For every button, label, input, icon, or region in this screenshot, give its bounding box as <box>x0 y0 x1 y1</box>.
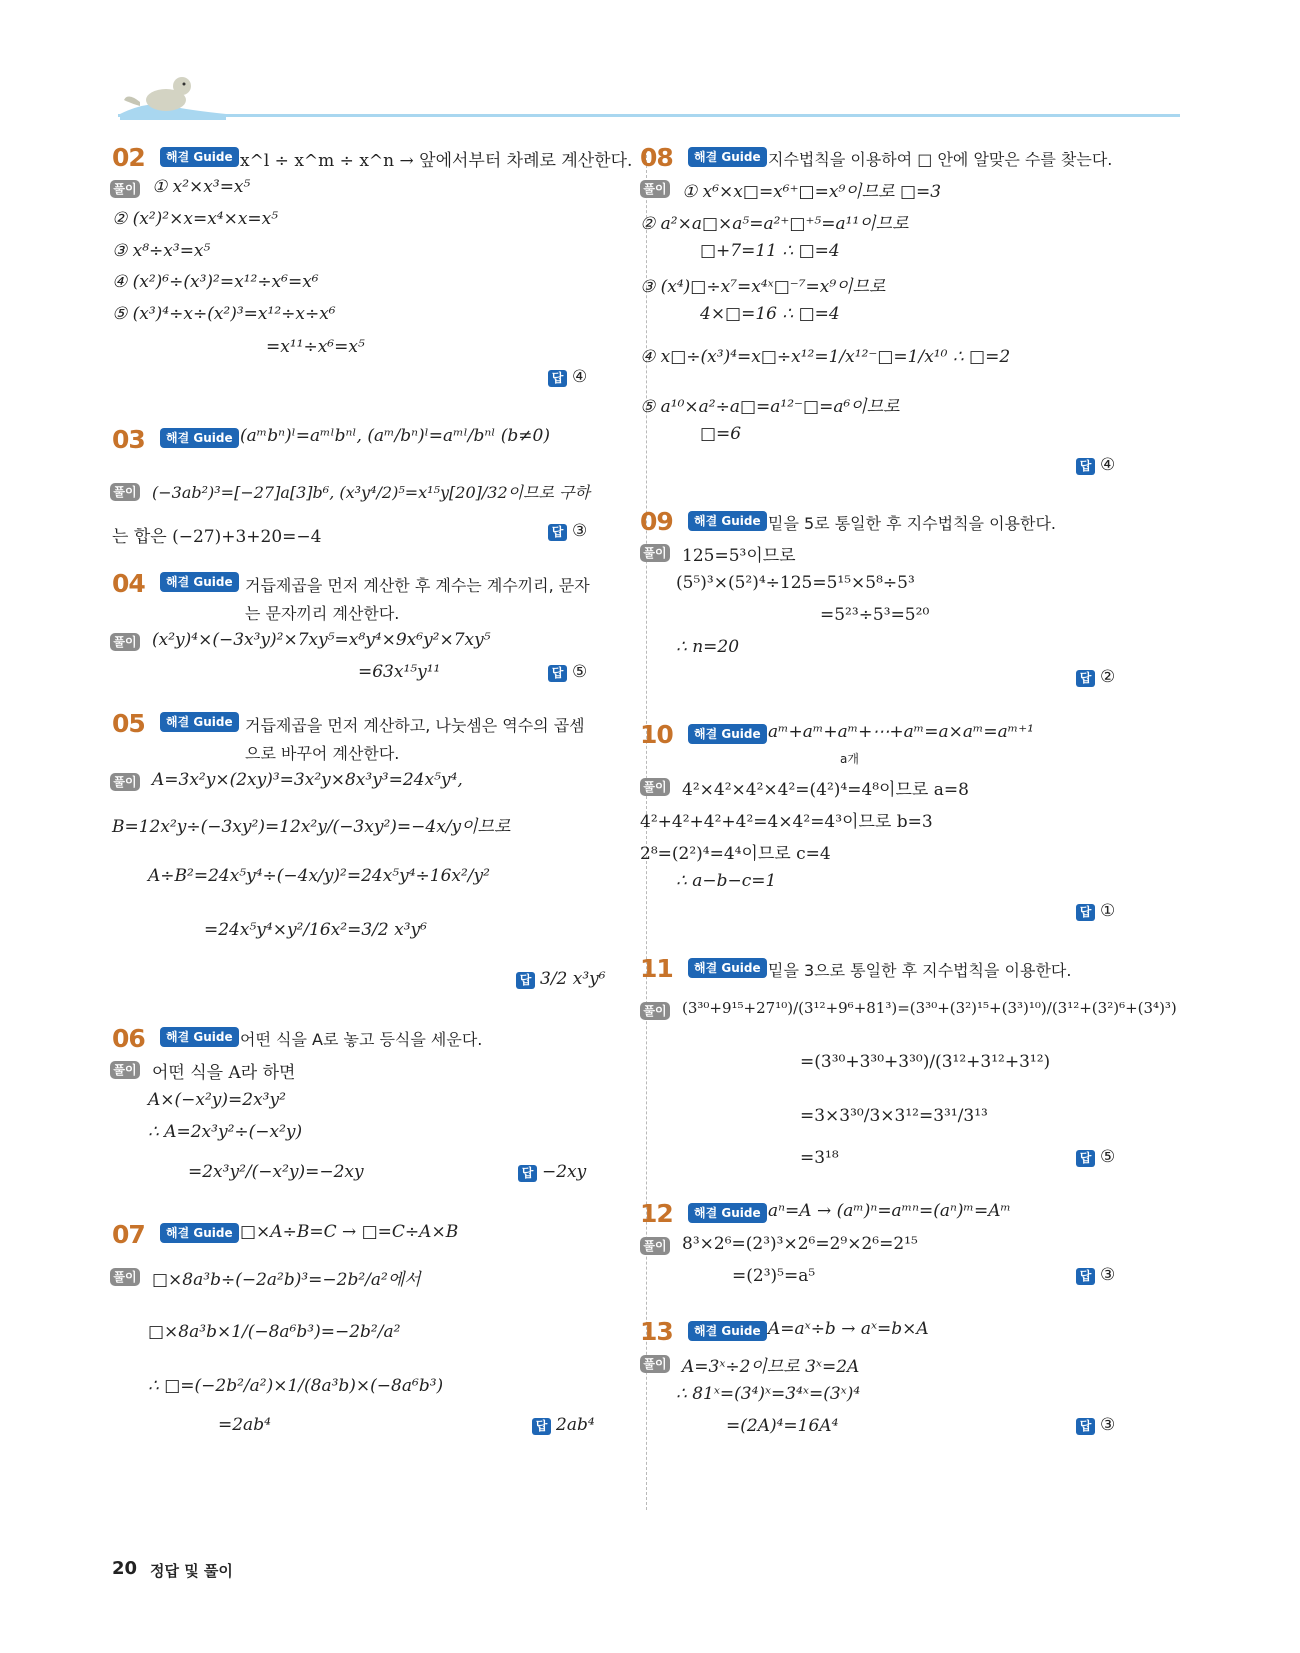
guide-text: aⁿ=A → (aᵐ)ⁿ=aᵐⁿ=(aⁿ)ᵐ=Aᵐ <box>768 1201 1011 1221</box>
answer-badge: 답 <box>548 665 567 682</box>
answer-value: ③ <box>1100 1415 1116 1435</box>
guide-badge: 해결 Guide <box>160 1027 239 1047</box>
answer-value: ④ <box>572 367 588 387</box>
guide-badge: 해결 Guide <box>160 572 239 592</box>
answer-badge: 답 <box>1076 1268 1095 1285</box>
answer-badge: 답 <box>548 524 567 541</box>
solution-line: □×8a³b÷(−2a²b)³=−2b²/a²에서 <box>152 1270 421 1290</box>
solution-line: ④ x□÷(x³)⁴=x□÷x¹²=1/x¹²⁻□=1/x¹⁰ ∴ □=2 <box>640 347 1011 367</box>
solution-line: =x¹¹÷x⁶=x⁵ <box>266 337 365 357</box>
solution-line: A÷B²=24x⁵y⁴÷(−4x/y)²=24x⁵y⁴÷16x²/y² <box>148 866 490 886</box>
guide-badge: 해결 Guide <box>688 724 767 744</box>
answer-badge: 답 <box>1076 670 1095 687</box>
solution-badge: 풀이 <box>640 544 670 562</box>
solution-line: =2x³y²/(−x²y)=−2xy <box>188 1162 364 1182</box>
solution-badge: 풀이 <box>110 773 140 791</box>
solution-line: A=3x²y×(2xy)³=3x²y×8x³y³=24x⁵y⁴, <box>152 770 463 790</box>
guide-text: 거듭제곱을 먼저 계산한 후 계수는 계수끼리, 문자는 문자끼리 계산한다. <box>245 576 590 623</box>
solution-badge: 풀이 <box>640 1002 670 1020</box>
guide-text: 지수법칙을 이용하여 □ 안에 알맞은 수를 찾는다. <box>768 150 1113 169</box>
guide-badge: 해결 Guide <box>688 958 767 978</box>
solution-badge: 풀이 <box>110 180 140 198</box>
solution-badge: 풀이 <box>110 483 140 501</box>
solution-line: =3×3³⁰/3×3¹²=3³¹/3¹³ <box>800 1106 988 1126</box>
page-number: 20 <box>112 1558 138 1579</box>
answer-value: 2ab⁴ <box>556 1415 595 1435</box>
solution-line: (3³⁰+9¹⁵+27¹⁰)/(3¹²+9⁶+81³)=(3³⁰+(3²)¹⁵+(3³)¹⁰)/(3¹²+(3²)⁶+(3⁴)³) <box>682 999 1177 1017</box>
answer-value: ⑤ <box>572 662 588 682</box>
problem-number: 12 <box>640 1199 673 1228</box>
solution-badge: 풀이 <box>110 1061 140 1079</box>
guide-badge: 해결 Guide <box>688 1321 767 1341</box>
answer-badge: 답 <box>1076 1150 1095 1167</box>
solution-line: 4×□=16 ∴ □=4 <box>700 304 840 324</box>
solution-badge: 풀이 <box>110 633 140 651</box>
footer-section-title: 정답 및 풀이 <box>150 1562 233 1580</box>
guide-text: x^l ÷ x^m ÷ x^n → 앞에서부터 차례로 계산한다. <box>240 151 633 171</box>
solution-line: =24x⁵y⁴×y²/16x²=3/2 x³y⁶ <box>204 920 427 940</box>
solution-line: ① x²×x³=x⁵ <box>152 177 251 197</box>
answer-value: ④ <box>1100 455 1116 475</box>
problem-number: 08 <box>640 143 673 172</box>
answer-value: ⑤ <box>1100 1147 1116 1167</box>
seal-mascot-icon <box>118 70 228 120</box>
answer-badge: 답 <box>548 370 567 387</box>
solution-line: (−3ab²)³=[−27]a[3]b⁶, (x³y⁴/2)⁵=x¹⁵y[20]/32이므로 구하 <box>152 483 590 502</box>
header-rule <box>118 114 1180 117</box>
solution-line: =5²³÷5³=5²⁰ <box>820 605 930 625</box>
solution-line: (x²y)⁴×(−3x³y)²×7xy⁵=x⁸y⁴×9x⁶y²×7xy⁵ <box>152 630 491 650</box>
guide-badge: 해결 Guide <box>688 147 767 167</box>
solution-line: ⑤ a¹⁰×a²÷a□=a¹²⁻□=a⁶이므로 <box>640 397 900 417</box>
guide-badge: 해결 Guide <box>688 1203 767 1223</box>
solution-line: 는 합은 (−27)+3+20=−4 <box>112 527 322 547</box>
solution-line: ∴ A=2x³y²÷(−x²y) <box>148 1122 303 1142</box>
guide-brace-label: a개 <box>840 752 859 766</box>
solution-line: □×8a³b×1/(−8a⁶b³)=−2b²/a² <box>148 1322 401 1342</box>
solution-line: □+7=11 ∴ □=4 <box>700 241 840 261</box>
guide-text: 어떤 식을 A로 놓고 등식을 세운다. <box>240 1030 483 1049</box>
solution-badge: 풀이 <box>640 180 670 198</box>
answer-badge: 답 <box>518 1165 537 1182</box>
solution-line: A×(−x²y)=2x³y² <box>148 1090 286 1110</box>
problem-number: 10 <box>640 720 673 749</box>
guide-badge: 해결 Guide <box>160 147 239 167</box>
solution-line: ④ (x²)⁶÷(x³)²=x¹²÷x⁶=x⁶ <box>112 272 319 292</box>
solution-line: =(2³)⁵=a⁵ <box>732 1266 816 1286</box>
problem-number: 11 <box>640 954 673 983</box>
answer-badge: 답 <box>1076 1418 1095 1435</box>
answer-badge: 답 <box>516 972 535 989</box>
solution-line: 125=5³이므로 <box>682 546 796 566</box>
problem-number: 09 <box>640 507 673 536</box>
problem-number: 02 <box>112 143 145 172</box>
guide-text: aᵐ+aᵐ+aᵐ+⋯+aᵐ=a×aᵐ=aᵐ⁺¹ <box>768 722 1034 742</box>
answer-badge: 답 <box>532 1418 551 1435</box>
answer-value: ① <box>1100 901 1116 921</box>
solution-line: ∴ □=(−2b²/a²)×1/(8a³b)×(−8a⁶b³) <box>148 1376 444 1396</box>
solution-line: 2⁸=(2²)⁴=4⁴이므로 c=4 <box>640 844 831 864</box>
solution-line: ① x⁶×x□=x⁶⁺□=x⁹이므로 □=3 <box>682 182 942 202</box>
solution-badge: 풀이 <box>110 1268 140 1286</box>
solution-line: ③ (x⁴)□÷x⁷=x⁴ˣ□⁻⁷=x⁹이므로 <box>640 277 886 297</box>
answer-value: ② <box>1100 667 1116 687</box>
problem-number: 03 <box>112 425 145 454</box>
guide-text: 밑을 5로 통일한 후 지수법칙을 이용한다. <box>768 514 1056 533</box>
solution-line: 4²+4²+4²+4²=4×4²=4³이므로 b=3 <box>640 812 933 832</box>
solution-line: B=12x²y÷(−3xy²)=12x²y/(−3xy²)=−4x/y이므로 <box>112 817 511 837</box>
answer-value: 3/2 x³y⁶ <box>540 969 606 989</box>
answer-value: ③ <box>572 521 588 541</box>
solution-line: □=6 <box>700 424 742 444</box>
solution-line: 4²×4²×4²×4²=(4²)⁴=4⁸이므로 a=8 <box>682 780 969 800</box>
solution-line: ∴ n=20 <box>676 637 740 657</box>
solution-line: =(2A)⁴=16A⁴ <box>726 1416 839 1436</box>
solution-line: ⑤ (x³)⁴÷x÷(x²)³=x¹²÷x÷x⁶ <box>112 304 336 324</box>
answer-badge: 답 <box>1076 458 1095 475</box>
solution-badge: 풀이 <box>640 1355 670 1373</box>
guide-text: □×A÷B=C → □=C÷A×B <box>240 1222 459 1242</box>
guide-badge: 해결 Guide <box>160 1223 239 1243</box>
problem-number: 06 <box>112 1024 145 1053</box>
answer-badge: 답 <box>1076 904 1095 921</box>
solution-line: 어떤 식을 A라 하면 <box>152 1063 296 1083</box>
problem-number: 13 <box>640 1317 673 1346</box>
guide-text: (aᵐbⁿ)ˡ=aᵐˡbⁿˡ, (aᵐ/bⁿ)ˡ=aᵐˡ/bⁿˡ (b≠0) <box>240 426 550 446</box>
guide-text: 거듭제곱을 먼저 계산하고, 나눗셈은 역수의 곱셈으로 바꾸어 계산한다. <box>245 716 585 763</box>
solution-line: ② a²×a□×a⁵=a²⁺□⁺⁵=a¹¹이므로 <box>640 214 909 234</box>
solution-badge: 풀이 <box>640 1237 670 1255</box>
solution-line: =2ab⁴ <box>218 1415 271 1435</box>
solution-line: =3¹⁸ <box>800 1148 839 1168</box>
solution-line: ③ x⁸÷x³=x⁵ <box>112 241 211 261</box>
guide-badge: 해결 Guide <box>160 428 239 448</box>
solution-badge: 풀이 <box>640 778 670 796</box>
solution-line: =(3³⁰+3³⁰+3³⁰)/(3¹²+3¹²+3¹²) <box>800 1052 1051 1072</box>
problem-number: 05 <box>112 709 145 738</box>
solution-line: 8³×2⁶=(2³)³×2⁶=2⁹×2⁶=2¹⁵ <box>682 1234 918 1254</box>
problem-number: 07 <box>112 1220 145 1249</box>
answer-value: ③ <box>1100 1265 1116 1285</box>
guide-badge: 해결 Guide <box>688 511 767 531</box>
solution-line: ② (x²)²×x=x⁴×x=x⁵ <box>112 209 279 229</box>
answer-value: −2xy <box>542 1162 587 1182</box>
solution-line: (5⁵)³×(5²)⁴÷125=5¹⁵×5⁸÷5³ <box>676 573 915 593</box>
solution-line: =63x¹⁵y¹¹ <box>358 662 441 682</box>
solution-line: ∴ 81ˣ=(3⁴)ˣ=3⁴ˣ=(3ˣ)⁴ <box>676 1384 861 1404</box>
solution-line: A=3ˣ÷2이므로 3ˣ=2A <box>682 1357 860 1377</box>
guide-badge: 해결 Guide <box>160 712 239 732</box>
guide-text: 밑을 3으로 통일한 후 지수법칙을 이용한다. <box>768 961 1072 980</box>
problem-number: 04 <box>112 569 145 598</box>
solution-line: ∴ a−b−c=1 <box>676 871 777 891</box>
guide-text: A=aˣ÷b → aˣ=b×A <box>768 1319 929 1339</box>
